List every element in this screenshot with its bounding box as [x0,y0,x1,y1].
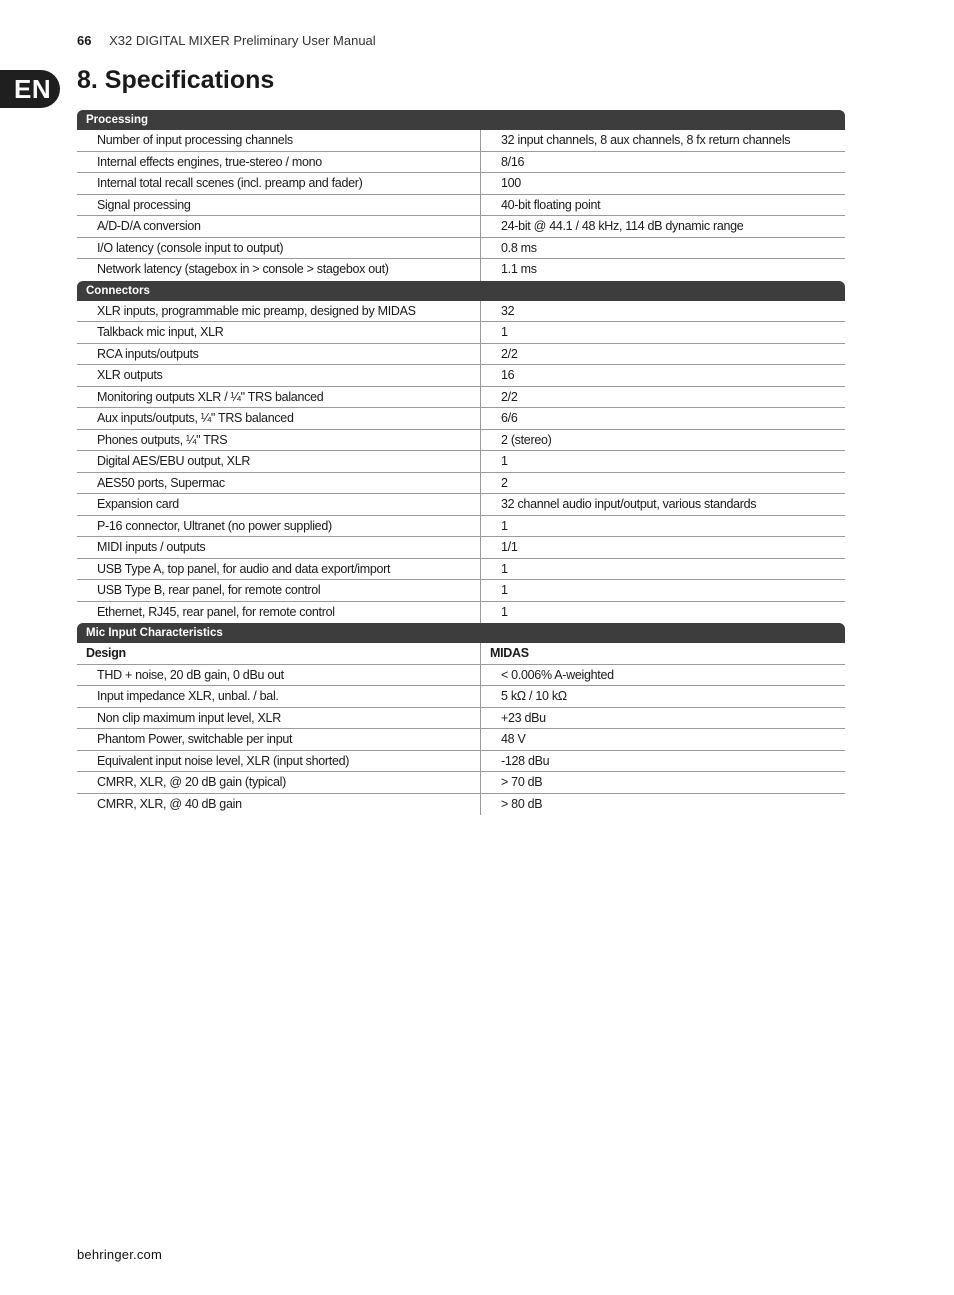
spec-label: Expansion card [77,494,481,515]
group-header: Connectors [77,281,845,301]
spec-row [77,494,845,516]
spec-row [77,430,845,452]
spec-value: 32 [501,303,515,318]
spec-label: CMRR, XLR, @ 40 dB gain [77,794,481,816]
section-heading: 8. Specifications [77,66,275,94]
spec-value: 2 [501,475,508,490]
spec-value: MIDAS [490,646,529,660]
spec-row [77,665,845,687]
spec-row [77,516,845,538]
spec-label: Design [77,643,481,664]
spec-row [77,152,845,174]
spec-row [77,708,845,730]
spec-subheader-row [77,643,845,665]
spec-value: > 80 dB [501,796,543,811]
spec-table [77,110,845,815]
spec-row [77,322,845,344]
spec-label: Aux inputs/outputs, ¼" TRS balanced [77,408,481,429]
spec-row [77,751,845,773]
spec-row [77,602,845,624]
spec-label: Input impedance XLR, unbal. / bal. [77,686,481,707]
spec-label: Phones outputs, ¼" TRS [77,430,481,451]
spec-value: 1 [501,325,508,339]
spec-row [77,473,845,495]
spec-value: 6/6 [501,411,518,425]
spec-label: Signal processing [77,195,481,216]
spec-row [77,559,845,581]
spec-label: Non clip maximum input level, XLR [77,708,481,729]
spec-label: RCA inputs/outputs [77,344,481,365]
spec-row [77,195,845,217]
spec-label: P-16 connector, Ultranet (no power supplied) [77,516,481,537]
spec-row [77,729,845,751]
spec-group [77,110,845,281]
spec-value: 1 [501,518,508,533]
spec-value: 0.8 ms [501,240,537,255]
manual-title: X32 DIGITAL MIXER Preliminary User Manual [109,33,376,48]
spec-value: 1/1 [501,540,518,554]
spec-value: 2/2 [501,346,518,361]
spec-value: < 0.006% A-weighted [501,667,614,682]
spec-label: CMRR, XLR, @ 20 dB gain (typical) [77,772,481,793]
spec-label: USB Type A, top panel, for audio and data export/import [77,559,481,580]
spec-value: 40-bit floating point [501,197,601,212]
spec-group [77,281,845,624]
spec-value: 24-bit @ 44.1 / 48 kHz, 114 dB dynamic range [501,219,744,233]
spec-value: 1 [501,583,508,597]
spec-label: XLR outputs [77,365,481,386]
spec-value: 8/16 [501,154,525,169]
spec-row [77,686,845,708]
spec-label: Digital AES/EBU output, XLR [77,451,481,472]
spec-value: 1 [501,454,508,468]
spec-row [77,344,845,366]
spec-label: XLR inputs, programmable mic preamp, designed by MIDAS [77,301,481,322]
spec-value: 32 input channels, 8 aux channels, 8 fx return channels [501,133,791,147]
spec-row [77,387,845,409]
group-header: Processing [77,110,845,130]
group-rows [77,643,845,815]
spec-label: USB Type B, rear panel, for remote control [77,580,481,601]
group-header: Mic Input Characteristics [77,623,845,643]
spec-row [77,451,845,473]
spec-row [77,772,845,794]
language-tab: EN [0,70,60,108]
spec-value: -128 dBu [501,753,550,768]
footer-brand-logo: behringer.com [77,1247,162,1262]
spec-label: Ethernet, RJ45, rear panel, for remote control [77,602,481,624]
spec-label: Network latency (stagebox in > console > stagebox out) [77,259,481,281]
spec-row [77,794,845,816]
spec-value: 100 [501,176,521,190]
spec-label: Number of input processing channels [77,130,481,151]
spec-row [77,238,845,260]
spec-label: I/O latency (console input to output) [77,238,481,259]
spec-label: Equivalent input noise level, XLR (input shorted) [77,751,481,772]
spec-row [77,301,845,323]
spec-row [77,216,845,238]
spec-row [77,408,845,430]
group-rows [77,301,845,624]
spec-label: A/D-D/A conversion [77,216,481,237]
spec-row [77,173,845,195]
spec-value: 2 (stereo) [501,432,552,447]
spec-label: Monitoring outputs XLR / ¼" TRS balanced [77,387,481,408]
spec-label: THD + noise, 20 dB gain, 0 dBu out [77,665,481,686]
spec-label: Phantom Power, switchable per input [77,729,481,750]
spec-group [77,623,845,815]
spec-value: > 70 dB [501,775,543,789]
spec-label: AES50 ports, Supermac [77,473,481,494]
page-header [77,32,376,50]
spec-row [77,537,845,559]
page-number: 66 [77,33,92,48]
spec-value: 48 V [501,732,526,746]
spec-value: 32 channel audio input/output, various standards [501,497,757,511]
spec-value: +23 dBu [501,710,546,725]
spec-label: Talkback mic input, XLR [77,322,481,343]
spec-row [77,365,845,387]
spec-label: MIDI inputs / outputs [77,537,481,558]
spec-row [77,580,845,602]
spec-value: 16 [501,368,515,382]
spec-value: 1 [501,561,508,576]
spec-row [77,259,845,281]
spec-label: Internal effects engines, true-stereo / mono [77,152,481,173]
group-rows [77,130,845,281]
spec-value: 1.1 ms [501,262,537,276]
spec-row [77,130,845,152]
spec-label: Internal total recall scenes (incl. preamp and fader) [77,173,481,194]
spec-value: 5 kΩ / 10 kΩ [501,689,567,703]
spec-value: 2/2 [501,389,518,404]
spec-value: 1 [501,604,508,619]
